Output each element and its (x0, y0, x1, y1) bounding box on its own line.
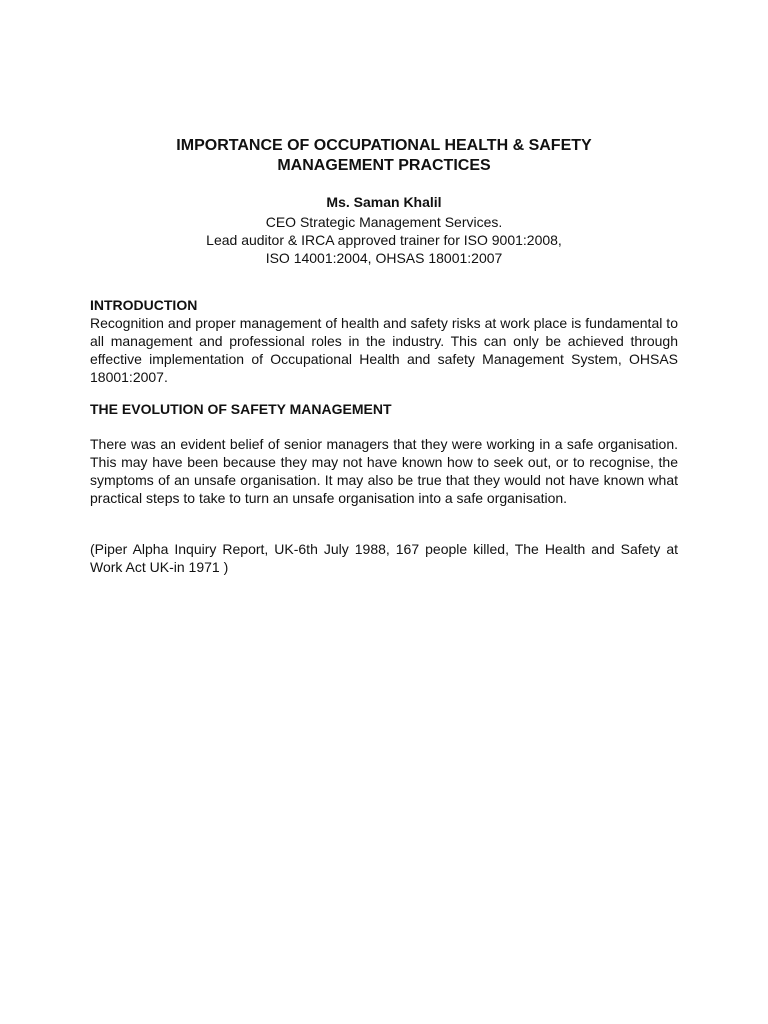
document-title (90, 136, 678, 176)
citation-section (90, 540, 678, 576)
author-block (90, 193, 678, 267)
author-affiliation-line: CEO Strategic Management Services. (265, 214, 503, 230)
author-affiliation-line: ISO 14001:2004, OHSAS 18001:2007 (265, 250, 503, 266)
evolution-heading: THE EVOLUTION OF SAFETY MANAGEMENT (90, 401, 392, 417)
evolution-heading-block (90, 400, 678, 418)
author-affiliation-line: Lead auditor & IRCA approved trainer for ISO 9001:2008, (206, 232, 562, 248)
evolution-paragraph: There was an evident belief of senior managers that they were working in a safe organisation. This may have been because they may not have known how to seek out, or to recognise, the symptoms of an unsafe organisation. It may also be true that they would not have known what practical steps to take to turn an unsafe organisation into a safe organisation. (90, 436, 678, 506)
citation-paragraph: (Piper Alpha Inquiry Report, UK-6th July 1988, 167 people killed, The Health and Safety at Work Act UK-in 1971 ) (90, 541, 678, 575)
title-line-1: IMPORTANCE OF OCCUPATIONAL HEALTH & SAFETY (176, 137, 592, 154)
evolution-section (90, 435, 678, 507)
author-name: Ms. Saman Khalil (326, 194, 442, 210)
introduction-heading: INTRODUCTION (90, 297, 198, 313)
title-line-2: MANAGEMENT PRACTICES (277, 157, 491, 174)
introduction-paragraph: Recognition and proper management of health and safety risks at work place is fundamental to all management and professional roles in the industry. This can only be achieved through effective implementation of Occupational Health and safety Management System, OHSAS 18001:2007. (90, 315, 678, 385)
introduction-section (90, 296, 678, 386)
